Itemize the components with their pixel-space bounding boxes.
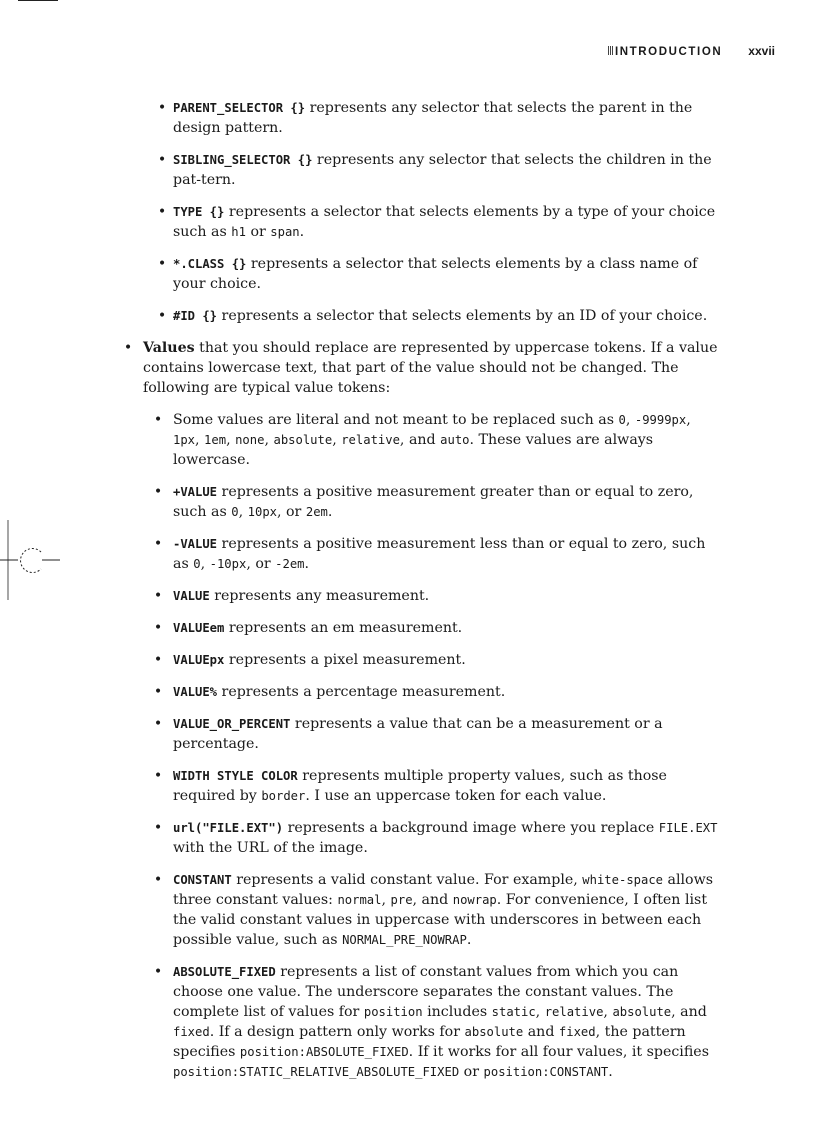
bullet-icon: • bbox=[153, 768, 163, 784]
code-token: PARENT_SELECTOR {} bbox=[173, 101, 306, 115]
inline-code: absolute bbox=[273, 433, 333, 447]
list-item bbox=[157, 306, 721, 326]
body-text: represents multiple property values, such as those required by bbox=[173, 768, 667, 804]
inline-code: position:ABSOLUTE_FIXED bbox=[239, 1045, 409, 1059]
list-item bbox=[157, 98, 721, 138]
code-token: ABSOLUTE_FIXED bbox=[173, 965, 276, 979]
list-item bbox=[153, 870, 721, 950]
inline-code: normal bbox=[337, 893, 382, 907]
body-text: represents a value that can be a measurement or a percentage. bbox=[173, 716, 663, 752]
body-text: , bbox=[381, 892, 391, 908]
bullet-icon: • bbox=[123, 340, 133, 356]
values-item-text bbox=[143, 338, 728, 398]
body-text: , bbox=[226, 432, 236, 448]
code-token: *.CLASS {} bbox=[173, 257, 247, 271]
inline-code: pre bbox=[390, 893, 413, 907]
inline-code: position:CONSTANT bbox=[483, 1065, 609, 1079]
inline-code: nowrap bbox=[452, 893, 497, 907]
body-text: represents a pixel measurement. bbox=[224, 652, 466, 668]
body-text: represents an em measurement. bbox=[224, 620, 463, 636]
list-item bbox=[157, 202, 721, 242]
body-text: , bbox=[625, 412, 635, 428]
code-token: VALUE% bbox=[173, 685, 218, 699]
list-item bbox=[153, 618, 721, 638]
bullet-icon: • bbox=[153, 484, 163, 500]
bullet-icon: • bbox=[153, 684, 163, 700]
bullet-icon: • bbox=[157, 100, 167, 116]
inline-code: static bbox=[491, 1005, 536, 1019]
inline-code: absolute bbox=[612, 1005, 672, 1019]
body-text: represents any measurement. bbox=[209, 588, 430, 604]
page-number: xxvii bbox=[748, 44, 775, 58]
code-token: VALUE_OR_PERCENT bbox=[173, 717, 291, 731]
code-token: SIBLING_SELECTOR {} bbox=[173, 153, 313, 167]
body-text: represents a percentage measurement. bbox=[217, 684, 506, 700]
code-token: VALUEem bbox=[173, 621, 225, 635]
bullet-icon: • bbox=[157, 256, 167, 272]
bullet-icon: • bbox=[157, 152, 167, 168]
code-token: WIDTH STYLE COLOR bbox=[173, 769, 298, 783]
list-item bbox=[153, 682, 721, 702]
inline-code: 10px bbox=[247, 505, 277, 519]
body-text: represents a selector that selects elements by a class name of your choice. bbox=[173, 256, 698, 292]
body-text: Some values are literal and not meant to be replaced such as bbox=[173, 412, 619, 428]
inline-code: 0 bbox=[193, 557, 201, 571]
inline-code: white-space bbox=[582, 873, 664, 887]
body-text: represents a selector that selects elements by a type of your choice such as bbox=[173, 204, 716, 240]
inline-code: span bbox=[270, 225, 300, 239]
list-item bbox=[157, 150, 721, 190]
header-marker-icon bbox=[608, 46, 613, 55]
body-text: . These values are always lowercase. bbox=[173, 432, 654, 468]
code-token: VALUE bbox=[173, 589, 210, 603]
value-token-list bbox=[143, 410, 728, 1082]
bullet-icon: • bbox=[153, 412, 163, 428]
code-token: -VALUE bbox=[173, 537, 218, 551]
list-item bbox=[157, 254, 721, 294]
inline-code: fixed bbox=[173, 1025, 210, 1039]
body-text: represents a selector that selects elements by an ID of your choice. bbox=[217, 308, 708, 324]
body-text: , bbox=[686, 412, 691, 428]
inline-code: relative bbox=[341, 433, 400, 447]
inline-code: -9999px bbox=[634, 413, 687, 427]
inline-code: 2em bbox=[305, 505, 328, 519]
body-text: , bbox=[238, 504, 248, 520]
body-text: , bbox=[332, 432, 342, 448]
selector-token-list bbox=[0, 98, 816, 326]
body-text: and bbox=[523, 1024, 559, 1040]
values-list-item bbox=[123, 338, 728, 1082]
list-item bbox=[153, 650, 721, 670]
list-item bbox=[153, 766, 721, 806]
bullet-icon: • bbox=[153, 872, 163, 888]
list-item bbox=[153, 586, 721, 606]
body-text: represents a background image where you replace bbox=[283, 820, 659, 836]
code-token: TYPE {} bbox=[173, 205, 225, 219]
body-text: . bbox=[327, 504, 333, 520]
body-text: , and bbox=[412, 892, 453, 908]
body-text: , and bbox=[399, 432, 441, 448]
crop-mark-top bbox=[18, 0, 58, 3]
list-item bbox=[153, 410, 721, 470]
list-item bbox=[153, 962, 721, 1082]
code-token: +VALUE bbox=[173, 485, 218, 499]
bullet-icon: • bbox=[153, 620, 163, 636]
section-title: INTRODUCTION bbox=[614, 46, 723, 58]
body-text: , the pattern specifies bbox=[173, 1024, 686, 1060]
inline-code: fixed bbox=[558, 1025, 596, 1039]
body-text: allows three constant values: bbox=[173, 872, 714, 908]
bullet-icon: • bbox=[153, 536, 163, 552]
body-text: with the URL of the image. bbox=[173, 840, 368, 856]
body-text: or bbox=[459, 1064, 484, 1080]
body-text: represents a positive measurement less than or equal to zero, such as bbox=[173, 536, 706, 572]
inline-code: absolute bbox=[464, 1025, 524, 1039]
body-text: represents any selector that selects the children in the pat-tern. bbox=[173, 152, 712, 188]
body-text: , bbox=[200, 556, 210, 572]
code-token: #ID {} bbox=[173, 309, 218, 323]
list-item bbox=[153, 482, 721, 522]
inline-code: h1 bbox=[231, 225, 246, 239]
bullet-icon: • bbox=[157, 204, 167, 220]
body-text: includes bbox=[422, 1004, 492, 1020]
body-text: represents a positive measurement greater than or equal to zero, such as bbox=[173, 484, 694, 520]
code-token: VALUEpx bbox=[173, 653, 225, 667]
inline-code: -2em bbox=[275, 557, 305, 571]
body-text: . If it works for all four values, it specifies bbox=[408, 1044, 709, 1060]
inline-code: border bbox=[261, 789, 306, 803]
body-text: that you should replace are represented by uppercase tokens. If a value contains lowercase text, that part of the value should not be changed. The following are typical value tokens: bbox=[143, 340, 718, 396]
inline-code: none bbox=[235, 433, 265, 447]
bullet-icon: • bbox=[153, 588, 163, 604]
body-text: . bbox=[466, 932, 472, 948]
body-text: , and bbox=[671, 1004, 707, 1020]
body-text: , bbox=[264, 432, 274, 448]
inline-code: 0 bbox=[231, 505, 239, 519]
code-token: CONSTANT bbox=[173, 873, 232, 887]
body-text: , or bbox=[246, 556, 276, 572]
bullet-icon: • bbox=[153, 820, 163, 836]
body-text: . bbox=[304, 556, 310, 572]
body-text: , bbox=[195, 432, 205, 448]
inline-code: -10px bbox=[209, 557, 247, 571]
bullet-icon: • bbox=[153, 716, 163, 732]
inline-code: position:STATIC_RELATIVE_ABSOLUTE_FIXED bbox=[173, 1065, 460, 1079]
body-text: represents a valid constant value. For example, bbox=[231, 872, 583, 888]
page-body bbox=[0, 98, 816, 1094]
body-text: . For convenience, I often list the valid constant values in uppercase with underscores in between each possible value, such as bbox=[173, 892, 708, 948]
body-text: represents a list of constant values from which you can choose one value. The underscore separates the constant values. The complete list of values for bbox=[173, 964, 679, 1020]
body-text: . bbox=[608, 1064, 613, 1080]
body-text: or bbox=[245, 224, 271, 240]
inline-code: 1em bbox=[204, 433, 227, 447]
inline-code: FILE.EXT bbox=[658, 821, 718, 835]
bullet-icon: • bbox=[153, 964, 163, 980]
body-text: , or bbox=[277, 504, 306, 520]
body-text: , bbox=[603, 1004, 613, 1020]
list-item bbox=[153, 714, 721, 754]
inline-code: 1px bbox=[173, 433, 196, 447]
list-item bbox=[153, 534, 721, 574]
body-text: . If a design pattern only works for bbox=[209, 1024, 465, 1040]
body-text: , bbox=[535, 1004, 545, 1020]
body-text: . bbox=[299, 224, 305, 240]
body-text: . I use an uppercase token for each value. bbox=[305, 788, 607, 804]
inline-code: 0 bbox=[618, 413, 626, 427]
bullet-icon: • bbox=[157, 308, 167, 324]
code-token: url("FILE.EXT") bbox=[173, 821, 284, 835]
bold-term: Values bbox=[143, 340, 195, 356]
inline-code: position bbox=[363, 1005, 423, 1019]
body-text: represents any selector that selects the parent in the design pattern. bbox=[173, 100, 693, 136]
inline-code: NORMAL_PRE_NOWRAP bbox=[342, 933, 467, 947]
list-item bbox=[153, 818, 721, 858]
inline-code: relative bbox=[544, 1005, 604, 1019]
running-header bbox=[0, 44, 775, 58]
inline-code: auto bbox=[440, 433, 470, 447]
bullet-icon: • bbox=[153, 652, 163, 668]
